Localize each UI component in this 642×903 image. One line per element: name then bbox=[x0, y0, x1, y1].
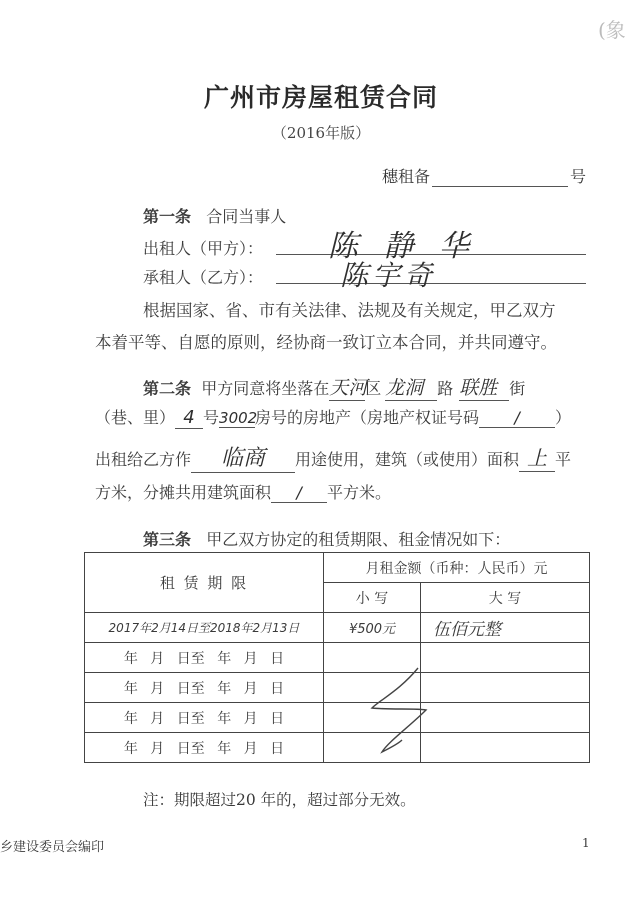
validity-note: 注：期限超过20 年的，超过部分无效。 bbox=[143, 791, 416, 809]
table-row bbox=[85, 673, 590, 703]
registration-prefix: 穗租备 bbox=[382, 167, 431, 186]
registration-number bbox=[382, 164, 586, 187]
rent-table bbox=[84, 552, 590, 763]
rent-table-big-header: 大 写 bbox=[421, 583, 590, 613]
article2-line1 bbox=[143, 373, 525, 401]
article2-street-suffix: 街 bbox=[509, 379, 526, 398]
article2-line3 bbox=[95, 441, 571, 473]
row4-big bbox=[421, 703, 590, 733]
shared-area-value: / bbox=[271, 483, 327, 503]
strike-through-scribble bbox=[360, 660, 440, 760]
row2-big bbox=[421, 643, 590, 673]
article2-line2 bbox=[95, 405, 571, 429]
lessor-name: 陈 静 华 bbox=[328, 229, 478, 264]
lessee-label: 承租人（乙方）： bbox=[143, 268, 264, 287]
row3-big bbox=[421, 673, 590, 703]
row1-period: 2017年2月14日至2018年2月13日 bbox=[85, 613, 324, 643]
lessor-label: 出租人（甲方）： bbox=[143, 239, 264, 258]
lane-number-value: 4 bbox=[175, 407, 203, 429]
article3-heading: 第三条 bbox=[143, 530, 192, 549]
article2-text3: （巷、里） bbox=[95, 408, 176, 427]
article1-heading: 第一条 bbox=[143, 207, 192, 226]
footer-publisher: 乡建设委员会编印 bbox=[0, 840, 105, 855]
registration-suffix: 号 bbox=[570, 167, 587, 186]
page-number: 1 bbox=[582, 836, 590, 850]
article2-text10: 方米，分摊共用建筑面积 bbox=[95, 483, 272, 502]
edition-label: （2016年版） bbox=[271, 124, 371, 142]
scan-corner-mark: (象 bbox=[598, 18, 626, 42]
contract-title: 广州市房屋租赁合同 bbox=[203, 83, 438, 112]
row2-period: 年 月 日至 年 月 日 bbox=[85, 643, 324, 673]
table-row bbox=[85, 733, 590, 763]
row5-big bbox=[421, 733, 590, 763]
article1-heading-text: 合同当事人 bbox=[206, 207, 287, 226]
article1-heading-line bbox=[143, 204, 286, 227]
lessee-name: 陈宇奇 bbox=[340, 259, 437, 292]
area-value: 上 bbox=[519, 442, 555, 472]
article2-district-suffix: 区 bbox=[365, 379, 382, 398]
rent-table-period-header: 租 赁 期 限 bbox=[85, 553, 324, 613]
registration-blank bbox=[432, 170, 568, 187]
article1-para-line1: 根据国家、省、市有关法律、法规及有关规定，甲乙双方 bbox=[143, 301, 556, 320]
row1-small: ¥500元 bbox=[324, 613, 421, 643]
street-value: 联胜 bbox=[459, 373, 509, 401]
row3-period: 年 月 日至 年 月 日 bbox=[85, 673, 324, 703]
article2-text6: ） bbox=[555, 408, 572, 427]
table-row bbox=[85, 703, 590, 733]
rent-table-rent-header: 月租金额（币种：人民币）元 bbox=[324, 553, 590, 583]
district-value: 天河 bbox=[329, 373, 365, 401]
article2-text1: 甲方同意将坐落在 bbox=[201, 379, 330, 398]
article2-text7: 出租给乙方作 bbox=[95, 450, 192, 469]
table-row bbox=[85, 643, 590, 673]
article2-text9: 平 bbox=[555, 450, 572, 469]
usage-value: 临商 bbox=[191, 441, 295, 473]
row4-period: 年 月 日至 年 月 日 bbox=[85, 703, 324, 733]
article1-para-line2: 本着平等、自愿的原则，经协商一致订立本合同，并共同遵守。 bbox=[95, 333, 557, 352]
article3-heading-line bbox=[143, 527, 510, 550]
table-row bbox=[85, 613, 590, 643]
row1-big: 伍佰元整 bbox=[421, 613, 590, 643]
rent-table-small-header: 小 写 bbox=[324, 583, 421, 613]
row5-period: 年 月 日至 年 月 日 bbox=[85, 733, 324, 763]
article2-text4: 号 bbox=[203, 408, 220, 427]
article2-line4 bbox=[95, 480, 391, 503]
article2-text8: 用途使用，建筑（或使用）面积 bbox=[295, 450, 520, 469]
cert-number-value: / bbox=[479, 408, 555, 428]
room-number-value: 3002 bbox=[219, 409, 258, 427]
article2-text5: 房号的房地产（房地产权证号码 bbox=[255, 408, 480, 427]
article2-text11: 平方米。 bbox=[327, 483, 392, 502]
article3-heading-text: 甲乙双方协定的租赁期限、租金情况如下： bbox=[206, 530, 511, 549]
article2-heading: 第二条 bbox=[143, 379, 192, 398]
road-value: 龙洞 bbox=[385, 373, 437, 401]
article2-road-suffix: 路 bbox=[437, 379, 454, 398]
